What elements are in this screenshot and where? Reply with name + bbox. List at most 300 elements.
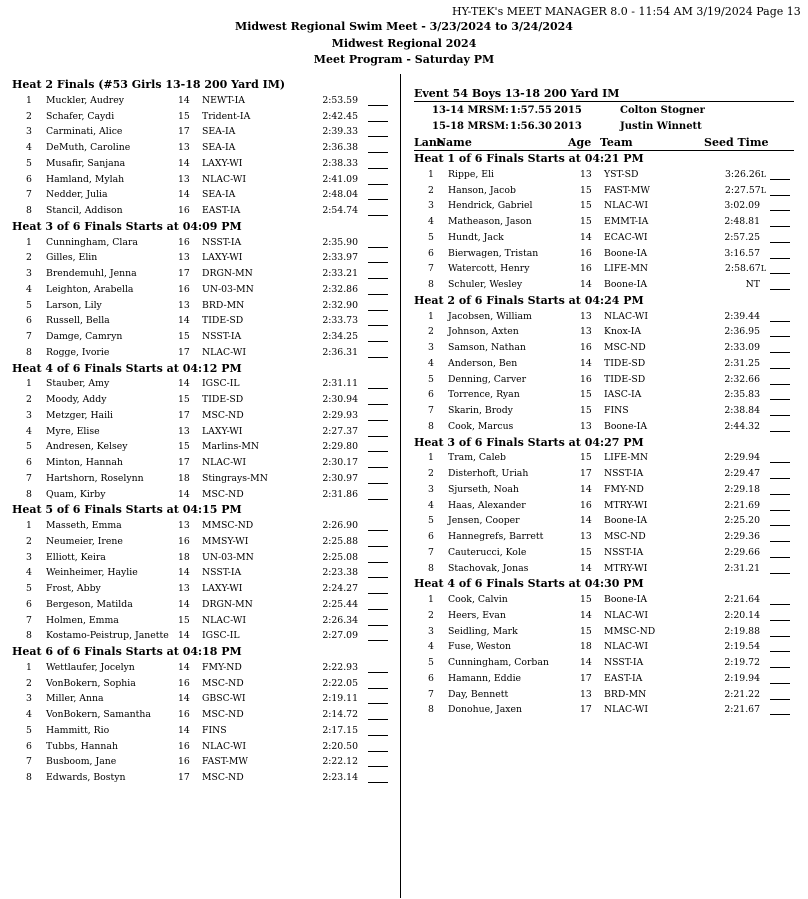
lane-number: 8 [428,420,434,432]
swimmer-age: 16 [580,263,592,275]
seed-time [704,167,766,182]
swimmer-age: 17 [580,468,592,479]
lane-number: 6 [26,740,32,752]
team-code: SEA-IA [202,126,236,138]
swimmer-age: 13 [178,583,190,594]
seed-time-value: 2:21.22 [724,688,760,700]
swimmer-age: 17 [580,672,592,684]
lane-number: 6 [428,531,434,542]
swimmer-name: Quam, Kirby [46,488,106,500]
lane-number: 1 [428,452,434,464]
swimmer-age: 13 [178,173,190,185]
seed-time-value: 2:22.93 [322,661,358,673]
result-blank-line [368,483,388,484]
swimmer-age: 15 [580,389,592,401]
seed-time [704,403,760,418]
software-line: HY-TEK's MEET MANAGER 8.0 - 11:54 AM 3/19/2024 Page 13 [452,5,801,18]
column-name: Name [436,136,472,149]
lane-number: 5 [26,441,32,453]
seed-time-value: 2:29.94 [724,452,760,464]
result-blank-line [368,766,388,767]
swimmer-name: Elliott, Keira [46,551,106,563]
seed-time [302,109,358,124]
team-code: Stingrays-MN [202,472,268,484]
seed-time [302,676,358,691]
seed-time [302,93,358,108]
swimmer-name: Metzger, Haili [46,409,114,421]
swimmer-name: Cook, Marcus [448,420,514,432]
result-blank-line [368,168,388,169]
lane-number: 1 [26,94,32,106]
seed-time [704,183,766,198]
seed-time-value: 2:19.88 [724,625,760,637]
seed-time [302,156,358,171]
swimmer-age: 15 [178,394,190,405]
seed-time [302,424,358,439]
swimmer-age: 14 [178,378,190,390]
swimmer-name: Donohue, Jaxen [448,704,523,716]
swimmer-age: 15 [580,184,592,196]
swimmer-age: 15 [580,452,592,464]
result-blank-line [770,620,790,621]
seed-time [704,387,760,402]
column-divider [400,74,401,898]
swimmer-age: 13 [580,688,592,700]
seed-time-value: 2:29.36 [724,531,760,542]
swimmer-name: Cook, Calvin [448,594,508,605]
lane-number: 5 [428,231,434,243]
lane-number: 3 [26,126,32,138]
team-code: MTRY-WI [604,499,648,511]
team-code: NSST-IA [604,657,644,668]
result-blank-line [770,667,790,668]
record-year: 2015 [554,105,582,116]
team-code: UN-03-MN [202,551,254,563]
swimmer-age: 17 [178,268,190,279]
swimmer-age: 14 [580,357,592,369]
result-blank-line [770,714,790,715]
seed-time-value: 2:31.11 [322,378,358,390]
team-code: NLAC-WI [202,740,246,752]
seed-time [704,372,760,387]
lane-number: 4 [26,283,32,295]
team-code: NSST-IA [604,468,644,479]
lane-number: 3 [26,268,32,279]
lane-number: 7 [26,472,32,484]
seed-time [302,172,358,187]
result-blank-line [368,278,388,279]
swimmer-name: Neumeier, Irene [46,535,123,547]
seed-time-value: 2:17.15 [322,724,358,736]
team-code: MSC-ND [604,342,646,353]
swimmer-name: Russell, Bella [46,315,110,327]
swimmer-name: Weinheimer, Haylie [46,567,138,579]
column-seed: Seed Time [704,136,769,149]
seed-time [704,702,760,717]
team-code: FAST-MW [202,756,248,768]
seed-time-value: 2:48.04 [322,189,358,201]
seed-time [302,345,358,360]
lane-number: 1 [26,661,32,673]
seed-time [302,250,358,265]
swimmer-age: 17 [178,772,190,783]
lane-number: 7 [26,189,32,201]
lane-number: 8 [26,630,32,642]
seed-time [302,313,358,328]
seed-time [302,518,358,533]
swimmer-age: 15 [580,216,592,227]
result-blank-line [770,573,790,574]
swimmer-name: Nedder, Julia [46,189,108,201]
record-holder: Justin Winnett [620,121,702,132]
swimmer-name: Cunningham, Corban [448,657,549,668]
team-code: ECAC-WI [604,231,648,243]
swimmer-name: Watercott, Henry [448,263,530,275]
seed-time [302,203,358,218]
team-code: LAXY-WI [202,583,243,594]
lane-number: 8 [428,279,434,290]
seed-time [302,187,358,202]
result-blank-line [368,751,388,752]
team-code: MMSY-WI [202,535,249,547]
seed-time [302,376,358,391]
lane-number: 2 [428,468,434,479]
lane-number: 6 [26,173,32,185]
swimmer-age: 15 [178,441,190,453]
team-code: LAXY-WI [202,252,243,264]
result-blank-line [368,609,388,610]
seed-time-value: 2:58.67 [725,263,761,275]
swimmer-name: Schafer, Caydi [46,110,115,122]
swimmer-name: Leighton, Arabella [46,283,134,295]
result-blank-line [770,636,790,637]
seed-time-value: 2:54.74 [322,205,358,216]
swimmer-age: 15 [580,546,592,558]
result-blank-line [368,640,388,641]
swimmer-name: Hundt, Jack [448,231,504,243]
result-blank-line [368,388,388,389]
seed-time [302,628,358,643]
record-time: 1:56.30 [510,121,552,132]
result-blank-line [368,577,388,578]
column-lane: Lane [414,136,444,149]
swimmer-name: DeMuth, Caroline [46,142,131,153]
lane-number: 4 [428,357,434,369]
swimmer-name: Hamann, Eddie [448,672,522,684]
seed-time-value: 2:24.27 [322,583,358,594]
result-blank-line [368,184,388,185]
swimmer-age: 15 [178,110,190,122]
team-code: EMMT-IA [604,216,649,227]
result-blank-line [770,321,790,322]
team-code: SEA-IA [202,189,236,201]
swimmer-name: Samson, Nathan [448,342,526,353]
seed-time [704,419,760,434]
result-blank-line [368,294,388,295]
seed-time [704,340,760,355]
team-code: MMSC-ND [604,625,656,637]
swimmer-name: Myre, Elise [46,425,100,437]
seed-time [302,235,358,250]
lane-number: 8 [26,488,32,500]
team-code: Boone-IA [604,515,648,527]
seed-time-value: 2:34.25 [322,331,358,342]
seed-time-value: 2:20.14 [724,609,760,621]
swimmer-name: Jacobsen, William [448,310,532,322]
swimmer-name: Heers, Evan [448,609,506,621]
result-blank-line [770,462,790,463]
lane-number: 5 [26,583,32,594]
result-blank-line [368,499,388,500]
swimmer-age: 13 [178,425,190,437]
team-code: NLAC-WI [202,457,246,468]
swimmer-age: 14 [178,661,190,673]
heat-title: Heat 6 of 6 Finals Starts at 04:18 PM [12,645,242,658]
seed-time-value: 2:29.18 [724,483,760,495]
event-underline [414,101,794,102]
result-blank-line [368,782,388,783]
swimmer-name: Fuse, Weston [448,641,512,653]
swimmer-age: 16 [580,247,592,259]
seed-time [302,455,358,470]
lane-number: 7 [428,688,434,700]
team-code: FMY-ND [604,483,644,495]
result-blank-line [770,494,790,495]
seed-time-value: 2:19.11 [322,693,358,705]
lane-number: 3 [26,693,32,705]
lane-number: 4 [26,425,32,437]
seed-time-value: 2:19.72 [724,657,760,668]
record-label: 13-14 MRSM: [432,105,509,116]
result-blank-line [770,651,790,652]
swimmer-age: 14 [178,189,190,201]
lane-number: 5 [428,657,434,668]
team-code: NLAC-WI [202,614,246,626]
result-blank-line [368,672,388,673]
swimmer-age: 16 [580,373,592,385]
seed-time [704,230,760,245]
result-blank-line [770,510,790,511]
seed-time-value: 2:21.67 [724,704,760,716]
seed-time [302,691,358,706]
lane-number: 4 [26,709,32,720]
team-code: MSC-ND [604,531,646,542]
seed-time [704,624,760,639]
swimmer-age: 14 [580,231,592,243]
swimmer-age: 17 [580,704,592,716]
result-blank-line [368,105,388,106]
seed-time-value: 3:02.09 [724,200,760,212]
swimmer-age: 13 [178,142,190,153]
seed-flag: L [760,264,766,274]
seed-time [704,498,760,513]
swimmer-age: 13 [580,310,592,322]
record-label: 15-18 MRSM: [432,121,509,132]
result-blank-line [770,478,790,479]
meet-title: Midwest Regional Swim Meet - 3/23/2024 to 3/24/2024 [235,20,573,33]
seed-time-value: 2:14.72 [322,709,358,720]
lane-number: 2 [428,184,434,196]
team-code: FINS [604,405,629,416]
lane-number: 1 [428,168,434,180]
seed-time-value: 2:23.14 [322,772,358,783]
seed-time-value: 2:33.09 [724,342,760,353]
swimmer-name: Stauber, Amy [46,378,110,390]
lane-number: 8 [428,704,434,716]
result-blank-line [368,436,388,437]
seed-time-value: 3:16.57 [724,247,760,259]
seed-time [704,608,760,623]
result-blank-line [770,336,790,337]
swimmer-age: 13 [580,326,592,338]
team-code: MSC-ND [202,772,244,783]
swimmer-name: Bergeson, Matilda [46,598,133,610]
seed-time-value: 2:35.83 [724,389,760,401]
swimmer-age: 14 [580,279,592,290]
lane-number: 1 [26,520,32,531]
seed-time-value: 3:26.26 [725,168,761,180]
result-blank-line [770,699,790,700]
lane-number: 2 [26,110,32,122]
result-blank-line [368,262,388,263]
swimmer-name: Sjurseth, Noah [448,483,519,495]
swimmer-age: 16 [178,535,190,547]
swimmer-name: Larson, Lily [46,299,102,311]
seed-time-value: 2:22.12 [322,756,358,768]
seed-time-value: 2:39.33 [322,126,358,138]
swimmer-age: 15 [580,625,592,637]
swimmer-age: 16 [178,709,190,720]
seed-time-value: 2:25.08 [322,551,358,563]
swimmer-name: Moody, Addy [46,394,107,405]
seed-time [302,408,358,423]
seed-time-value: 2:25.44 [322,598,358,610]
lane-number: 1 [26,378,32,390]
swimmer-age: 18 [580,641,592,653]
result-blank-line [368,357,388,358]
swimmer-name: Bierwagen, Tristan [448,247,539,259]
seed-time [704,198,760,213]
event-title: Event 54 Boys 13-18 200 Yard IM [414,87,620,100]
swimmer-age: 13 [580,531,592,542]
seed-time-value: 2:29.66 [724,546,760,558]
result-blank-line [770,273,790,274]
heat-title: Heat 3 of 6 Finals Starts at 04:09 PM [12,219,242,233]
team-code: Boone-IA [604,247,648,259]
seed-time-value: 2:27.09 [322,630,358,642]
seed-time [302,471,358,486]
result-blank-line [368,467,388,468]
seed-time [704,561,760,576]
result-blank-line [368,215,388,216]
swimmer-age: 15 [580,594,592,605]
team-code: MSC-ND [202,488,244,500]
seed-time [302,282,358,297]
seed-time-value: 2:57.25 [724,231,760,243]
swimmer-age: 15 [580,200,592,212]
team-code: LAXY-WI [202,425,243,437]
swimmer-name: Gilles, Elin [46,252,98,264]
heat-title: Heat 4 of 6 Finals Starts at 04:30 PM [414,577,644,591]
swimmer-age: 17 [178,346,190,358]
seed-time-value: 2:32.90 [322,299,358,311]
team-code: IGSC-IL [202,378,240,390]
swimmer-name: Rogge, Ivorie [46,346,110,358]
seed-time-value: 2:36.31 [322,346,358,358]
seed-time [302,329,358,344]
swimmer-name: Frost, Abby [46,583,101,594]
swimmer-name: Denning, Carver [448,373,527,385]
result-blank-line [368,546,388,547]
lane-number: 6 [26,315,32,327]
swimmer-name: Brendemuhl, Jenna [46,268,137,279]
swimmer-name: Tram, Caleb [448,452,506,464]
seed-flag: L [760,169,766,179]
swimmer-age: 16 [178,756,190,768]
team-code: YST-SD [604,168,639,180]
lane-number: 6 [428,247,434,259]
seed-time [302,534,358,549]
lane-number: 2 [26,677,32,689]
team-code: MSC-ND [202,709,244,720]
swimmer-name: Hendrick, Gabriel [448,200,533,212]
result-blank-line [368,121,388,122]
swimmer-age: 16 [178,677,190,689]
seed-time [302,754,358,769]
lane-number: 5 [26,157,32,169]
team-code: DRGN-MN [202,598,253,610]
seed-time [302,597,358,612]
swimmer-name: Busboom, Jane [46,756,117,768]
swimmer-name: Hartshorn, Roselynn [46,472,144,484]
swimmer-name: Disterhoft, Uriah [448,468,529,479]
seed-time-value: 2:39.44 [724,310,760,322]
team-code: Boone-IA [604,420,648,432]
lane-number: 1 [26,236,32,248]
seed-time-value: 2:30.97 [322,472,358,484]
swimmer-age: 13 [178,299,190,311]
team-code: FAST-MW [604,184,650,196]
lane-number: 5 [26,299,32,311]
result-blank-line [368,325,388,326]
team-code: LIFE-MN [604,452,649,464]
swimmer-name: Haas, Alexander [448,499,526,511]
seed-time [302,739,358,754]
lane-number: 2 [26,535,32,547]
lane-number: 4 [26,142,32,153]
team-code: NSST-IA [202,331,242,342]
team-code: Trident-IA [202,110,251,122]
swimmer-age: 14 [178,630,190,642]
lane-number: 8 [26,772,32,783]
lane-number: 2 [428,609,434,621]
lane-number: 2 [428,326,434,338]
seed-time [704,246,760,261]
lane-number: 3 [26,409,32,421]
swimmer-name: VonBokern, Sophia [46,677,136,689]
team-code: EAST-IA [202,205,241,216]
result-blank-line [368,152,388,153]
swimmer-name: Carminati, Alice [46,126,123,138]
seed-time-value: 2:22.05 [322,677,358,689]
lane-number: 3 [428,200,434,212]
result-blank-line [770,683,790,684]
result-blank-line [770,557,790,558]
swimmer-name: Johnson, Axten [448,326,519,338]
swimmer-name: Cauterucci, Kole [448,546,527,558]
result-blank-line [770,415,790,416]
seed-time-value: 2:27.37 [322,425,358,437]
